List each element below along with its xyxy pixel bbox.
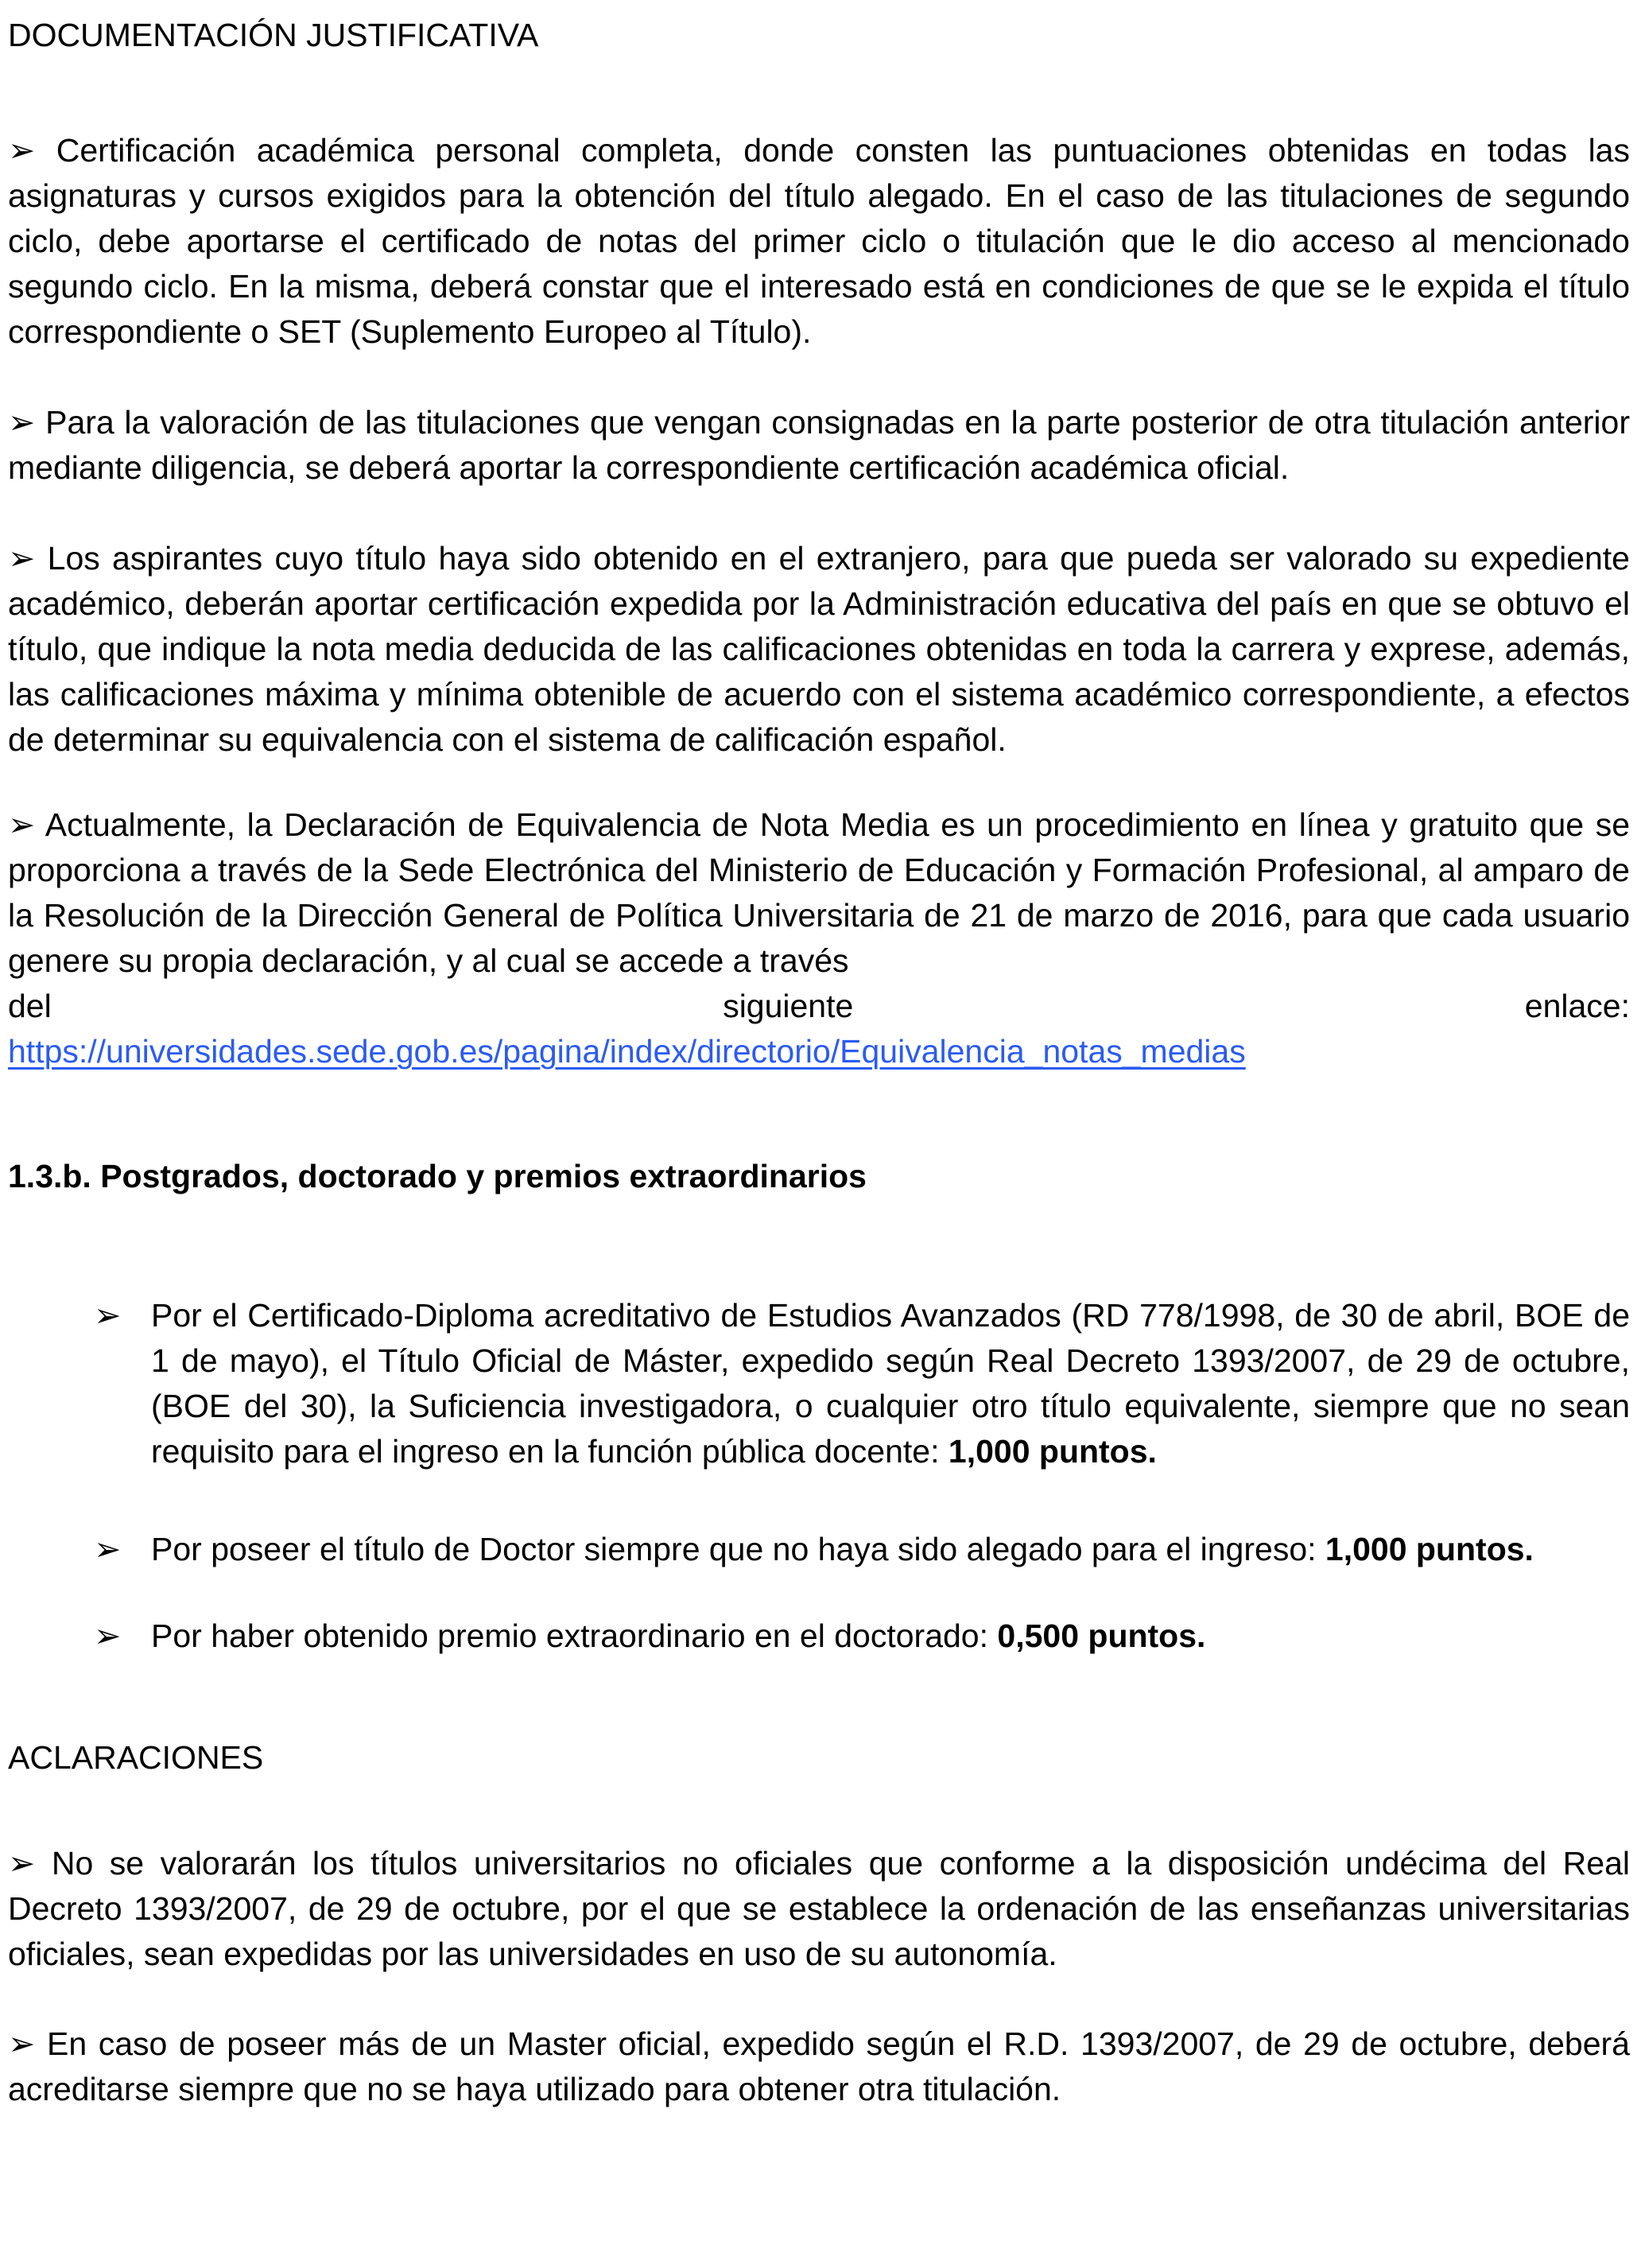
arrow-bullet-icon: ➢: [94, 1531, 122, 1567]
tail-word: del: [8, 988, 52, 1024]
item-text: Por poseer el título de Doctor siempre que no haya sido alegado para el ingreso:: [151, 1531, 1317, 1567]
arrow-bullet-icon: ➢: [8, 806, 36, 843]
equivalencia-paragraph: [8, 802, 1630, 1074]
paragraph-text: No se valorarán los títulos universitarios no oficiales que conforme a la disposición undécima del Real Decreto 1393/2007, de 29 de octubre, por el que se establece la ordenación de las enseñanzas universitarias oficiales, sean expedidas por las universidades en uso de su autonomía.: [8, 1845, 1630, 1972]
list-item: [8, 1293, 1630, 1474]
arrow-bullet-icon: ➢: [8, 540, 36, 577]
aclaraciones-bullet-paragraph: [8, 1841, 1630, 1977]
arrow-bullet-icon: ➢: [94, 1618, 122, 1654]
paragraph-text: Los aspirantes cuyo título haya sido obtenido en el extranjero, para que pueda ser valorado su expediente académico, deberán aportar certificación expedida por la Administración educativa del país en que se obtuvo el título, que indique la nota media deducida de las calificaciones obtenidas en toda la carrera y exprese, además, las calificaciones máxima y mínima obtenible de acuerdo con el sistema académico correspondiente, a efectos de determinar su equivalencia con el sistema de calificación español.: [8, 540, 1630, 758]
points-value: 1,000 puntos.: [948, 1433, 1157, 1470]
intro-bullet-paragraph: [8, 536, 1630, 763]
intro-bullet-paragraph: [8, 128, 1630, 355]
arrow-bullet-icon: ➢: [8, 132, 36, 169]
paragraph: [8, 802, 1630, 984]
justified-tail-line: [8, 984, 1630, 1029]
list-item: [8, 1527, 1630, 1572]
arrow-bullet-icon: ➢: [8, 2025, 36, 2062]
list-item-text: [151, 1614, 1630, 1659]
arrow-bullet-icon: ➢: [8, 1845, 36, 1882]
points-value: 1,000 puntos.: [1325, 1531, 1534, 1567]
list-item-text: [151, 1527, 1630, 1572]
list-item: [8, 1614, 1630, 1659]
intro-bullet-paragraph: [8, 400, 1630, 491]
paragraph-text: En caso de poseer más de un Master oficial, expedido según el R.D. 1393/2007, de 29 de octubre, deberá acreditarse siempre que no se haya utilizado para obtener otra titulación.: [8, 2025, 1630, 2107]
paragraph-text: Certificación académica personal completa, donde consten las puntuaciones obtenidas en todas las asignaturas y cursos exigidos para la obtención del título alegado. En el caso de las titulaciones de segundo ciclo, debe aportarse el certificado de notas del primer ciclo o titulación que le dio acceso al mencionado segundo ciclo. En la misma, deberá constar que el interesado está en condiciones de que se le expida el título correspondiente o SET (Suplemento Europeo al Título).: [8, 132, 1630, 350]
arrow-bullet-icon: ➢: [8, 404, 36, 441]
paragraph-text: Actualmente, la Declaración de Equivalencia de Nota Media es un procedimiento en línea y gratuito que se proporciona a través de la Sede Electrónica del Ministerio de Educación y Formación Profesional, al amparo de la Resolución de la Dirección General de Política Universitaria de 21 de marzo de 2016, para que cada usuario genere su propia declaración, y al cual se accede a través: [8, 806, 1630, 979]
aclaraciones-title: ACLARACIONES: [8, 1739, 264, 1776]
aclaraciones-bullet-paragraph: [8, 2021, 1630, 2112]
points-value: 0,500 puntos.: [997, 1618, 1206, 1654]
arrow-bullet-icon: ➢: [94, 1297, 122, 1334]
equivalencia-notas-medias-link[interactable]: https://universidades.sede.gob.es/pagina/index/directorio/Equivalencia_notas_medias: [8, 1033, 1246, 1070]
doc-title: DOCUMENTACIÓN JUSTIFICATIVA: [8, 17, 539, 53]
tail-word: enlace:: [1524, 988, 1630, 1024]
list-item-text: [151, 1293, 1630, 1474]
link-line: [8, 1029, 1630, 1074]
section-heading-postgrados: 1.3.b. Postgrados, doctorado y premios extraordinarios: [8, 1158, 867, 1194]
tail-word: siguiente: [723, 988, 854, 1024]
paragraph-text: Para la valoración de las titulaciones que vengan consignadas en la parte posterior de otra titulación anterior mediante diligencia, se deberá aportar la correspondiente certificación académica oficial.: [8, 404, 1630, 486]
item-text: Por haber obtenido premio extraordinario en el doctorado:: [151, 1618, 988, 1654]
item-text: Por el Certificado-Diploma acreditativo de Estudios Avanzados (RD 778/1998, de 30 de abril, BOE de 1 de mayo), el Título Oficial de Máster, expedido según Real Decreto 1393/2007, de 29 de octubre, (BOE del 30), la Suficiencia investigadora, o cualquier otro título equivalente, siempre que no sean requisito para el ingreso en la función pública docente:: [151, 1297, 1630, 1470]
